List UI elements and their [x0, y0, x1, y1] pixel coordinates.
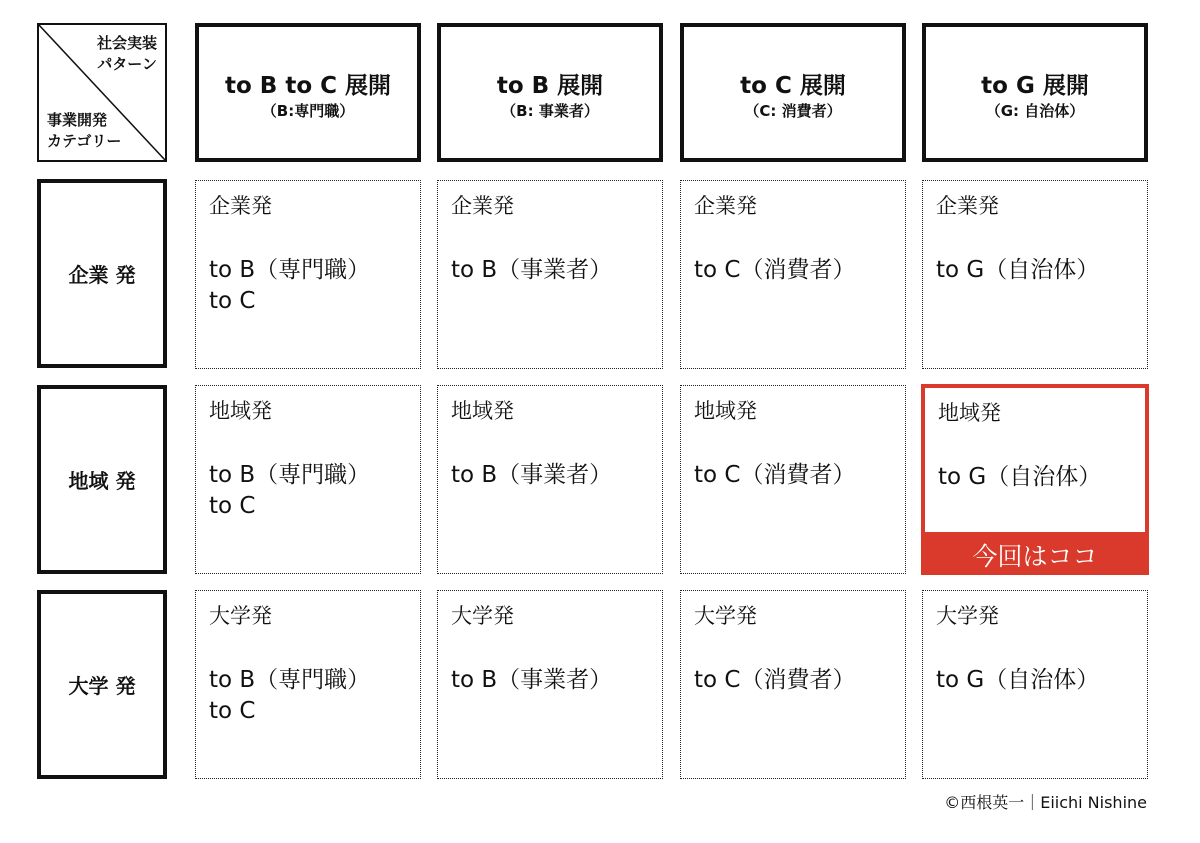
column-header-b2b2c	[195, 23, 421, 162]
grid-cell	[195, 590, 421, 779]
row-header-region: 地域 発	[37, 385, 167, 574]
highlighted-cell	[921, 384, 1149, 536]
copyright-credit: ©西根英一｜Eiichi Nishine	[944, 793, 1147, 812]
cell-origin: 企業発	[694, 194, 757, 218]
column-header-b2g	[922, 23, 1148, 162]
column-title: to G 展開	[981, 73, 1089, 99]
cell-origin: 企業発	[451, 194, 514, 218]
corner-pattern-label	[97, 33, 157, 75]
grid-cell	[922, 590, 1148, 779]
grid-cell	[680, 590, 906, 779]
current-focus-badge: 今回はココ	[921, 535, 1149, 575]
cell-origin: 地域発	[209, 399, 272, 423]
cell-origin: 大学発	[209, 604, 272, 628]
cell-target: to C（消費者）	[694, 462, 856, 488]
row-header-university: 大学 発	[37, 590, 167, 779]
cell-origin: 地域発	[451, 399, 514, 423]
cell-origin: 地域発	[938, 401, 1001, 425]
corner-top-line-1: 社会実装	[96, 34, 157, 52]
cell-target: to B（専門職） to C	[209, 667, 371, 724]
grid-cell	[922, 180, 1148, 369]
column-subtitle: （G: 自治体）	[985, 102, 1085, 120]
cell-target: to B（事業者）	[451, 257, 613, 283]
grid-cell	[437, 180, 663, 369]
column-title: to C 展開	[740, 73, 846, 99]
corner-header-cell	[37, 23, 167, 162]
grid-cell	[195, 385, 421, 574]
cell-origin: 大学発	[936, 604, 999, 628]
column-subtitle: （B:専門職）	[261, 102, 355, 120]
cell-target: to B（事業者）	[451, 667, 613, 693]
grid-cell	[195, 180, 421, 369]
cell-origin: 地域発	[694, 399, 757, 423]
grid-cell	[437, 590, 663, 779]
cell-origin: 大学発	[694, 604, 757, 628]
column-title: to B to C 展開	[224, 73, 392, 99]
cell-target: to B（事業者）	[451, 462, 613, 488]
cell-target: to C（消費者）	[694, 257, 856, 283]
corner-bottom-line-1: 事業開発	[47, 111, 108, 129]
column-subtitle: （C: 消費者）	[744, 102, 842, 120]
corner-top-line-2: パターン	[97, 55, 157, 73]
cell-target: to B（専門職） to C	[209, 257, 371, 314]
grid-cell	[680, 385, 906, 574]
cell-target: to G（自治体）	[938, 464, 1102, 490]
grid-cell	[680, 180, 906, 369]
cell-origin: 大学発	[451, 604, 514, 628]
cell-target: to B（専門職） to C	[209, 462, 371, 519]
column-subtitle: （B: 事業者）	[501, 102, 599, 120]
cell-target: to G（自治体）	[936, 257, 1100, 283]
column-header-b2c	[680, 23, 906, 162]
column-header-b2b	[437, 23, 663, 162]
cell-target: to G（自治体）	[936, 667, 1100, 693]
row-header-company: 企業 発	[37, 179, 167, 368]
column-title: to B 展開	[496, 73, 604, 99]
corner-bottom-line-2: カテゴリー	[47, 132, 122, 150]
cell-target: to C（消費者）	[694, 667, 856, 693]
corner-category-label	[47, 110, 121, 152]
grid-cell	[437, 385, 663, 574]
cell-origin: 企業発	[936, 194, 999, 218]
cell-origin: 企業発	[209, 194, 272, 218]
